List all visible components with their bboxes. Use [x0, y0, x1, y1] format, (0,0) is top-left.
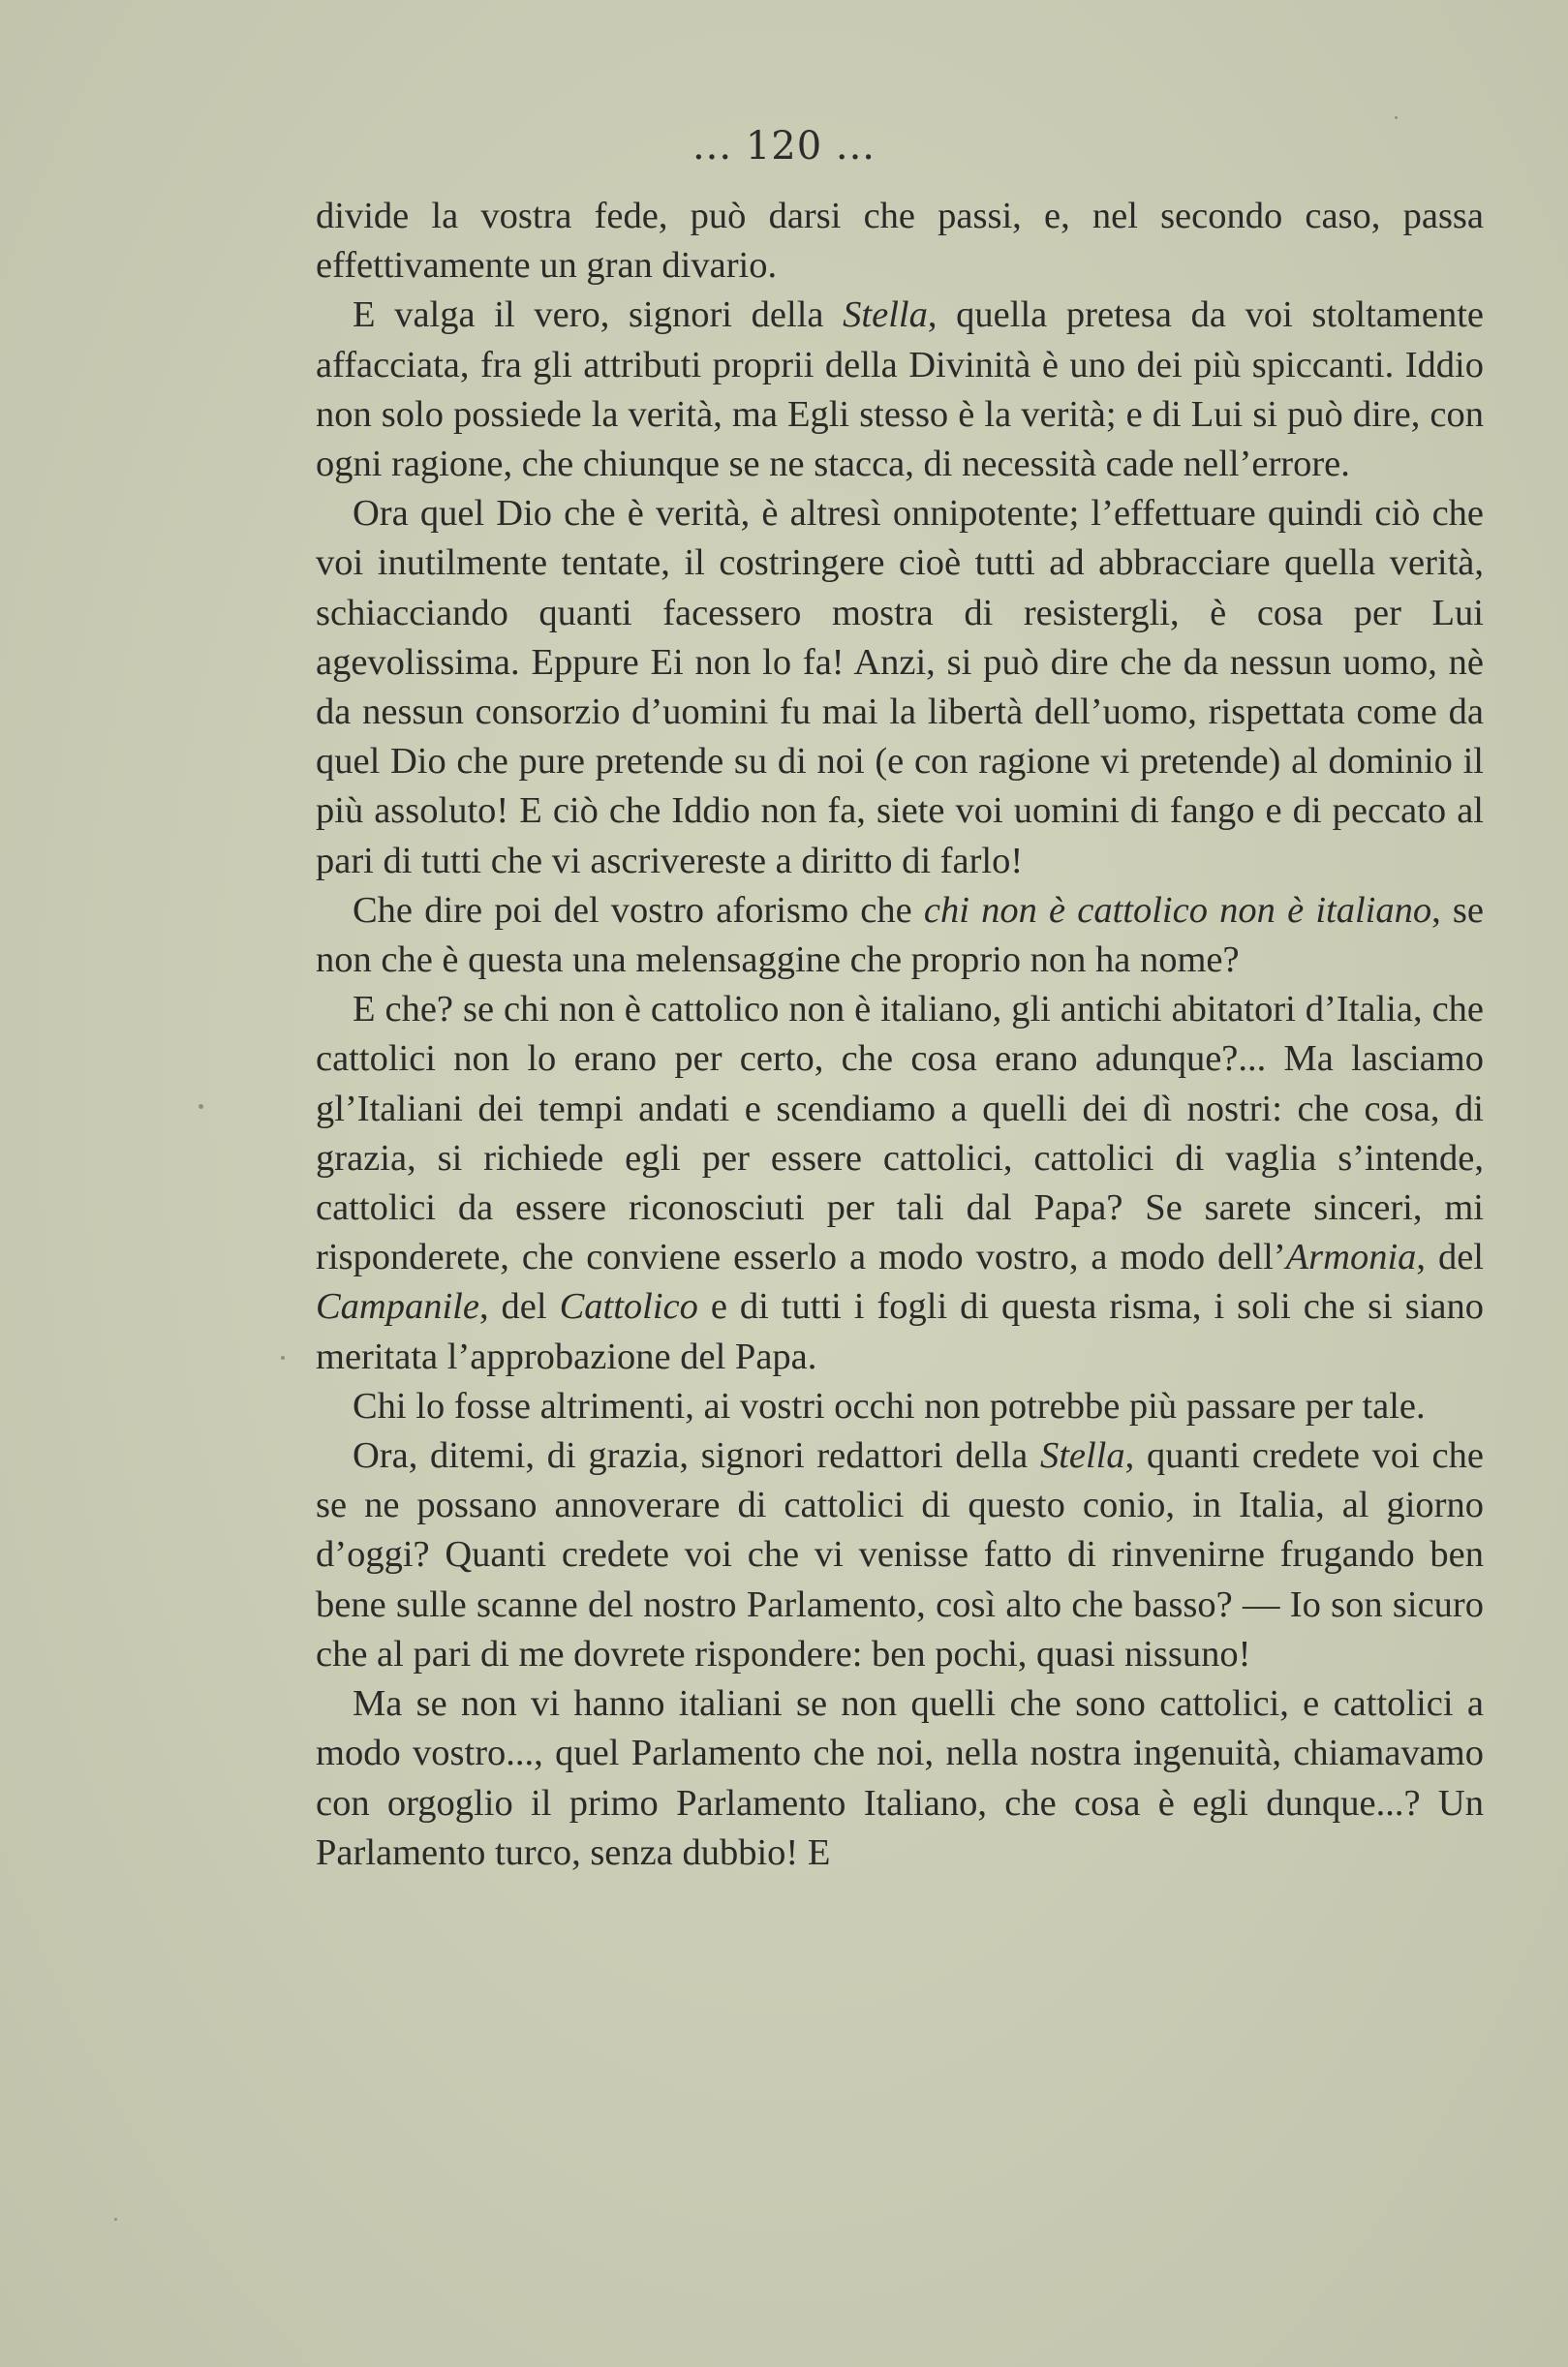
paper-speck	[114, 2218, 117, 2221]
text-run: Che dire poi del vostro aforismo che	[353, 889, 924, 931]
italic-text: Stella	[1039, 1435, 1125, 1477]
text-run: E che? se chi non è cattolico non è italiano, gli antichi abitatori d’Italia, che cattolici non lo erano per certo, che cosa erano adunque?... Ma lasciamo gl’Italiani dei tempi andati e scendiamo a quelli dei dì nostri: che cosa, di grazia, si richiede egli per essere cattolici, cattolici di vaglia s’intende, cattolici da essere riconosciuti per tali dal Papa? Se sarete sinceri, mi risponderete, che conviene esserlo a modo vostro, a modo dell’	[316, 989, 1484, 1278]
text-run: Chi lo fosse altrimenti, ai vostri occhi non potrebbe più passare per tale.	[353, 1385, 1426, 1427]
text-run: , quanti credete voi che se ne possano annoverare di cattolici di questo conio, in Italia, al giorno d’oggi? Quanti credete voi che vi venisse fatto di rinvenirne frugando ben bene sulle scanne del nostro Parlamento, così alto che basso? — Io son sicuro che al pari di me dovrete rispondere: ben pochi, quasi nissuno!	[316, 1435, 1484, 1675]
paragraph-continuation	[316, 192, 1484, 291]
italic-text: Campanile	[316, 1286, 479, 1328]
text-run: E valga il vero, signori della	[353, 294, 844, 336]
text-run: , del	[1416, 1237, 1484, 1278]
paper-speck	[199, 1104, 203, 1109]
page-number: ... 120 ...	[692, 124, 876, 169]
paper-speck	[281, 1356, 285, 1360]
body-text	[316, 192, 1484, 1878]
italic-text: chi non è cattolico non è italiano	[923, 889, 1432, 931]
text-run: divide la vostra fede, può darsi che passi, e, nel secondo caso, passa effettivamente un gran divario.	[316, 196, 1484, 287]
text-run: Ora, ditemi, di grazia, signori redattori della	[353, 1435, 1040, 1477]
italic-text: Stella	[843, 294, 928, 336]
paragraph	[316, 1679, 1484, 1878]
italic-text: Armonia	[1285, 1237, 1417, 1278]
paragraph	[316, 1431, 1484, 1679]
text-run: , del	[478, 1286, 560, 1328]
text-run: e di tutti i fogli di questa risma, i soli che si siano meritata l’approbazione del Papa.	[316, 1286, 1484, 1377]
text-run: Ora quel Dio che è verità, è altresì onnipotente; l’effettuare quindi ciò che voi inutilmente tentate, il costringere cioè tutti ad abbracciare quella verità, schiacciando quanti facessero mostra di resistergli, è cosa per Lui agevolissima. Eppure Ei non lo fa! Anzi, si può dire che da nessun uomo, nè da nessun consorzio d’uomini fu mai la libertà dell’uomo, rispettata come da quel Dio che pure pretende su di noi (e con ragione vi pretende) al dominio il più assoluto! E ciò che Iddio non fa, siete voi uomini di fango e di peccato al pari di tutti che vi ascrivereste a diritto di farlo!	[316, 493, 1484, 881]
paragraph	[316, 291, 1484, 489]
text-run: , quella pretesa da voi stoltamente affacciata, fra gli attributi proprii della Divinità è uno dei più spiccanti. Iddio non solo possiede la verità, ma Egli stesso è la verità; e di Lui si può dire, con ogni ragione, che chiunque se ne stacca, di necessità cade nell’errore.	[316, 294, 1484, 485]
text-run: Ma se non vi hanno italiani se non quelli che sono cattolici, e cattolici a modo vostro..., quel Parlamento che noi, nella nostra ingenuità, chiamavamo con orgoglio il primo Parlamento Italiano, che cosa è egli dunque...? Un Parlamento turco, senza dubbio! E	[316, 1683, 1484, 1873]
italic-text: Cattolico	[559, 1286, 698, 1328]
paper-speck	[1395, 116, 1398, 119]
paragraph	[316, 886, 1484, 985]
text-run: , se non che è questa una melensaggine che proprio non ha nome?	[316, 889, 1484, 981]
paragraph	[316, 1382, 1484, 1431]
paragraph	[316, 489, 1484, 886]
paragraph	[316, 985, 1484, 1382]
